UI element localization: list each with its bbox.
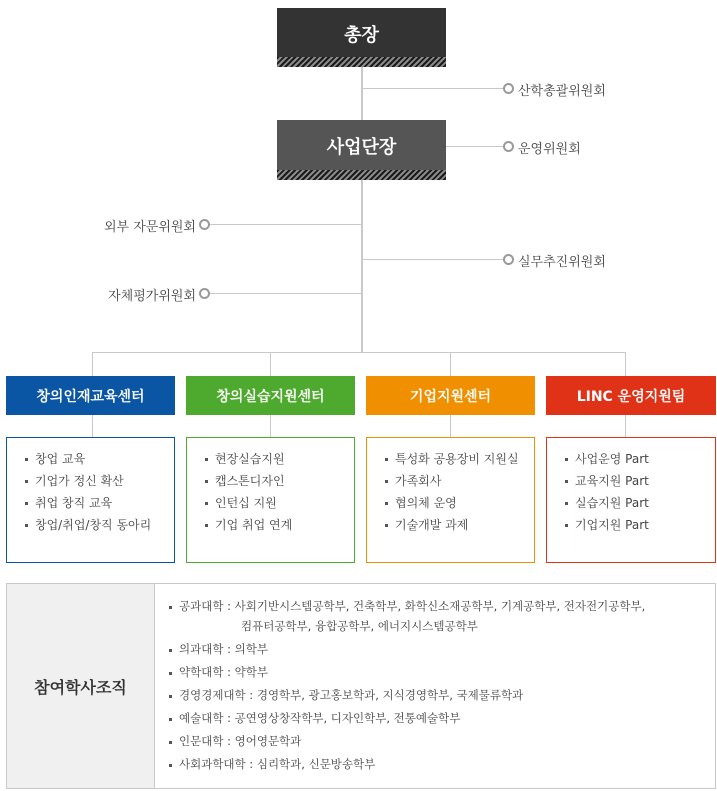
college-text: 공과대학 : 사회기반시스템공학부, 건축학부, 화학신소재공학부, 기계공학부, 전자전기공학부,	[179, 599, 646, 613]
college-text: 경영경제대학 : 경영학부, 광고홍보학과, 지식경영학부, 국제물류학과	[179, 688, 524, 702]
branch-practical	[362, 259, 506, 260]
drop-1	[92, 352, 93, 376]
industry-general-dot	[503, 83, 514, 94]
list-item: 인턴십 지원	[203, 492, 354, 514]
list-item: 기업가 정신 확산	[23, 470, 174, 492]
center-box-business	[366, 437, 535, 563]
list-item: 창업/취업/창직 동아리	[23, 514, 174, 536]
college-item-medicine	[169, 641, 645, 657]
participating-org-table	[6, 583, 716, 789]
center-bus	[92, 352, 625, 353]
college-item-social-science	[169, 756, 645, 772]
list-item: 기술개발 과제	[383, 514, 534, 536]
center-header-business: 기업지원센터	[366, 376, 535, 415]
self-evaluation-committee: 자체평가위원회	[108, 289, 196, 304]
president-hatch	[277, 57, 446, 67]
college-text: 예술대학 : 공연영상창작학부, 디자인학부, 전통예술학부	[179, 711, 461, 725]
link-2	[270, 415, 271, 437]
center-header-linc: LINC 운영지원팀	[546, 376, 716, 415]
list-item: 특성화 공용장비 지원실	[383, 448, 534, 470]
president-box	[277, 8, 446, 67]
drop-4	[625, 352, 626, 376]
branch-operation	[446, 146, 506, 147]
college-item-arts	[169, 710, 645, 726]
industry-general-committee: 산학총괄위원회	[518, 84, 606, 99]
college-text: 의과대학 : 의학부	[179, 642, 268, 656]
external-advisory-committee: 외부 자문위원회	[103, 220, 196, 235]
list-item: 실습지원 Part	[563, 492, 715, 514]
drop-2	[270, 352, 271, 376]
operation-committee: 운영위원회	[518, 142, 581, 157]
branch-industry	[362, 88, 506, 89]
list-item: 기업지원 Part	[563, 514, 715, 536]
college-item-engineering	[169, 598, 645, 634]
center-box-practice	[186, 437, 355, 563]
college-text: 인문대학 : 영어영문학과	[179, 734, 302, 748]
list-item: 현장실습지원	[203, 448, 354, 470]
self-evaluation-dot	[199, 288, 210, 299]
practical-promotion-dot	[503, 254, 514, 265]
director-hatch	[277, 170, 446, 180]
list-item: 기업 취업 연계	[203, 514, 354, 536]
college-item-pharmacy	[169, 664, 645, 680]
external-advisory-dot	[199, 219, 210, 230]
link-1	[92, 415, 93, 437]
center-box-linc	[546, 437, 716, 563]
operation-dot	[503, 141, 514, 152]
spine-line	[361, 67, 363, 121]
director-box	[277, 120, 446, 180]
college-text: 사회과학대학 : 심리학과, 신문방송학부	[179, 757, 376, 771]
link-4	[625, 415, 626, 437]
spine-line-lower	[361, 180, 363, 352]
participating-org-list	[155, 584, 645, 788]
link-3	[450, 415, 451, 437]
college-item-humanities	[169, 733, 645, 749]
center-header-practice: 창의실습지원센터	[186, 376, 355, 415]
branch-self	[208, 293, 362, 294]
president-label: 총장	[344, 24, 379, 46]
list-item: 사업운영 Part	[563, 448, 715, 470]
college-item-business	[169, 687, 645, 703]
center-box-education	[6, 437, 175, 563]
practical-promotion-committee: 실무추진위원회	[518, 255, 606, 270]
participating-org-title: 참여학사조직	[7, 584, 155, 788]
branch-external	[208, 224, 362, 225]
list-item: 교육지원 Part	[563, 470, 715, 492]
college-text: 약학대학 : 약학부	[179, 665, 268, 679]
director-label: 사업단장	[326, 137, 397, 158]
list-item: 취업 창직 교육	[23, 492, 174, 514]
center-header-education: 창의인재교육센터	[6, 376, 175, 415]
college-text-continued: 컴퓨터공학부, 융합공학부, 에너지시스템공학부	[241, 619, 478, 633]
list-item: 캡스톤디자인	[203, 470, 354, 492]
drop-3	[450, 352, 451, 376]
list-item: 협의체 운영	[383, 492, 534, 514]
list-item: 가족회사	[383, 470, 534, 492]
list-item: 창업 교육	[23, 448, 174, 470]
